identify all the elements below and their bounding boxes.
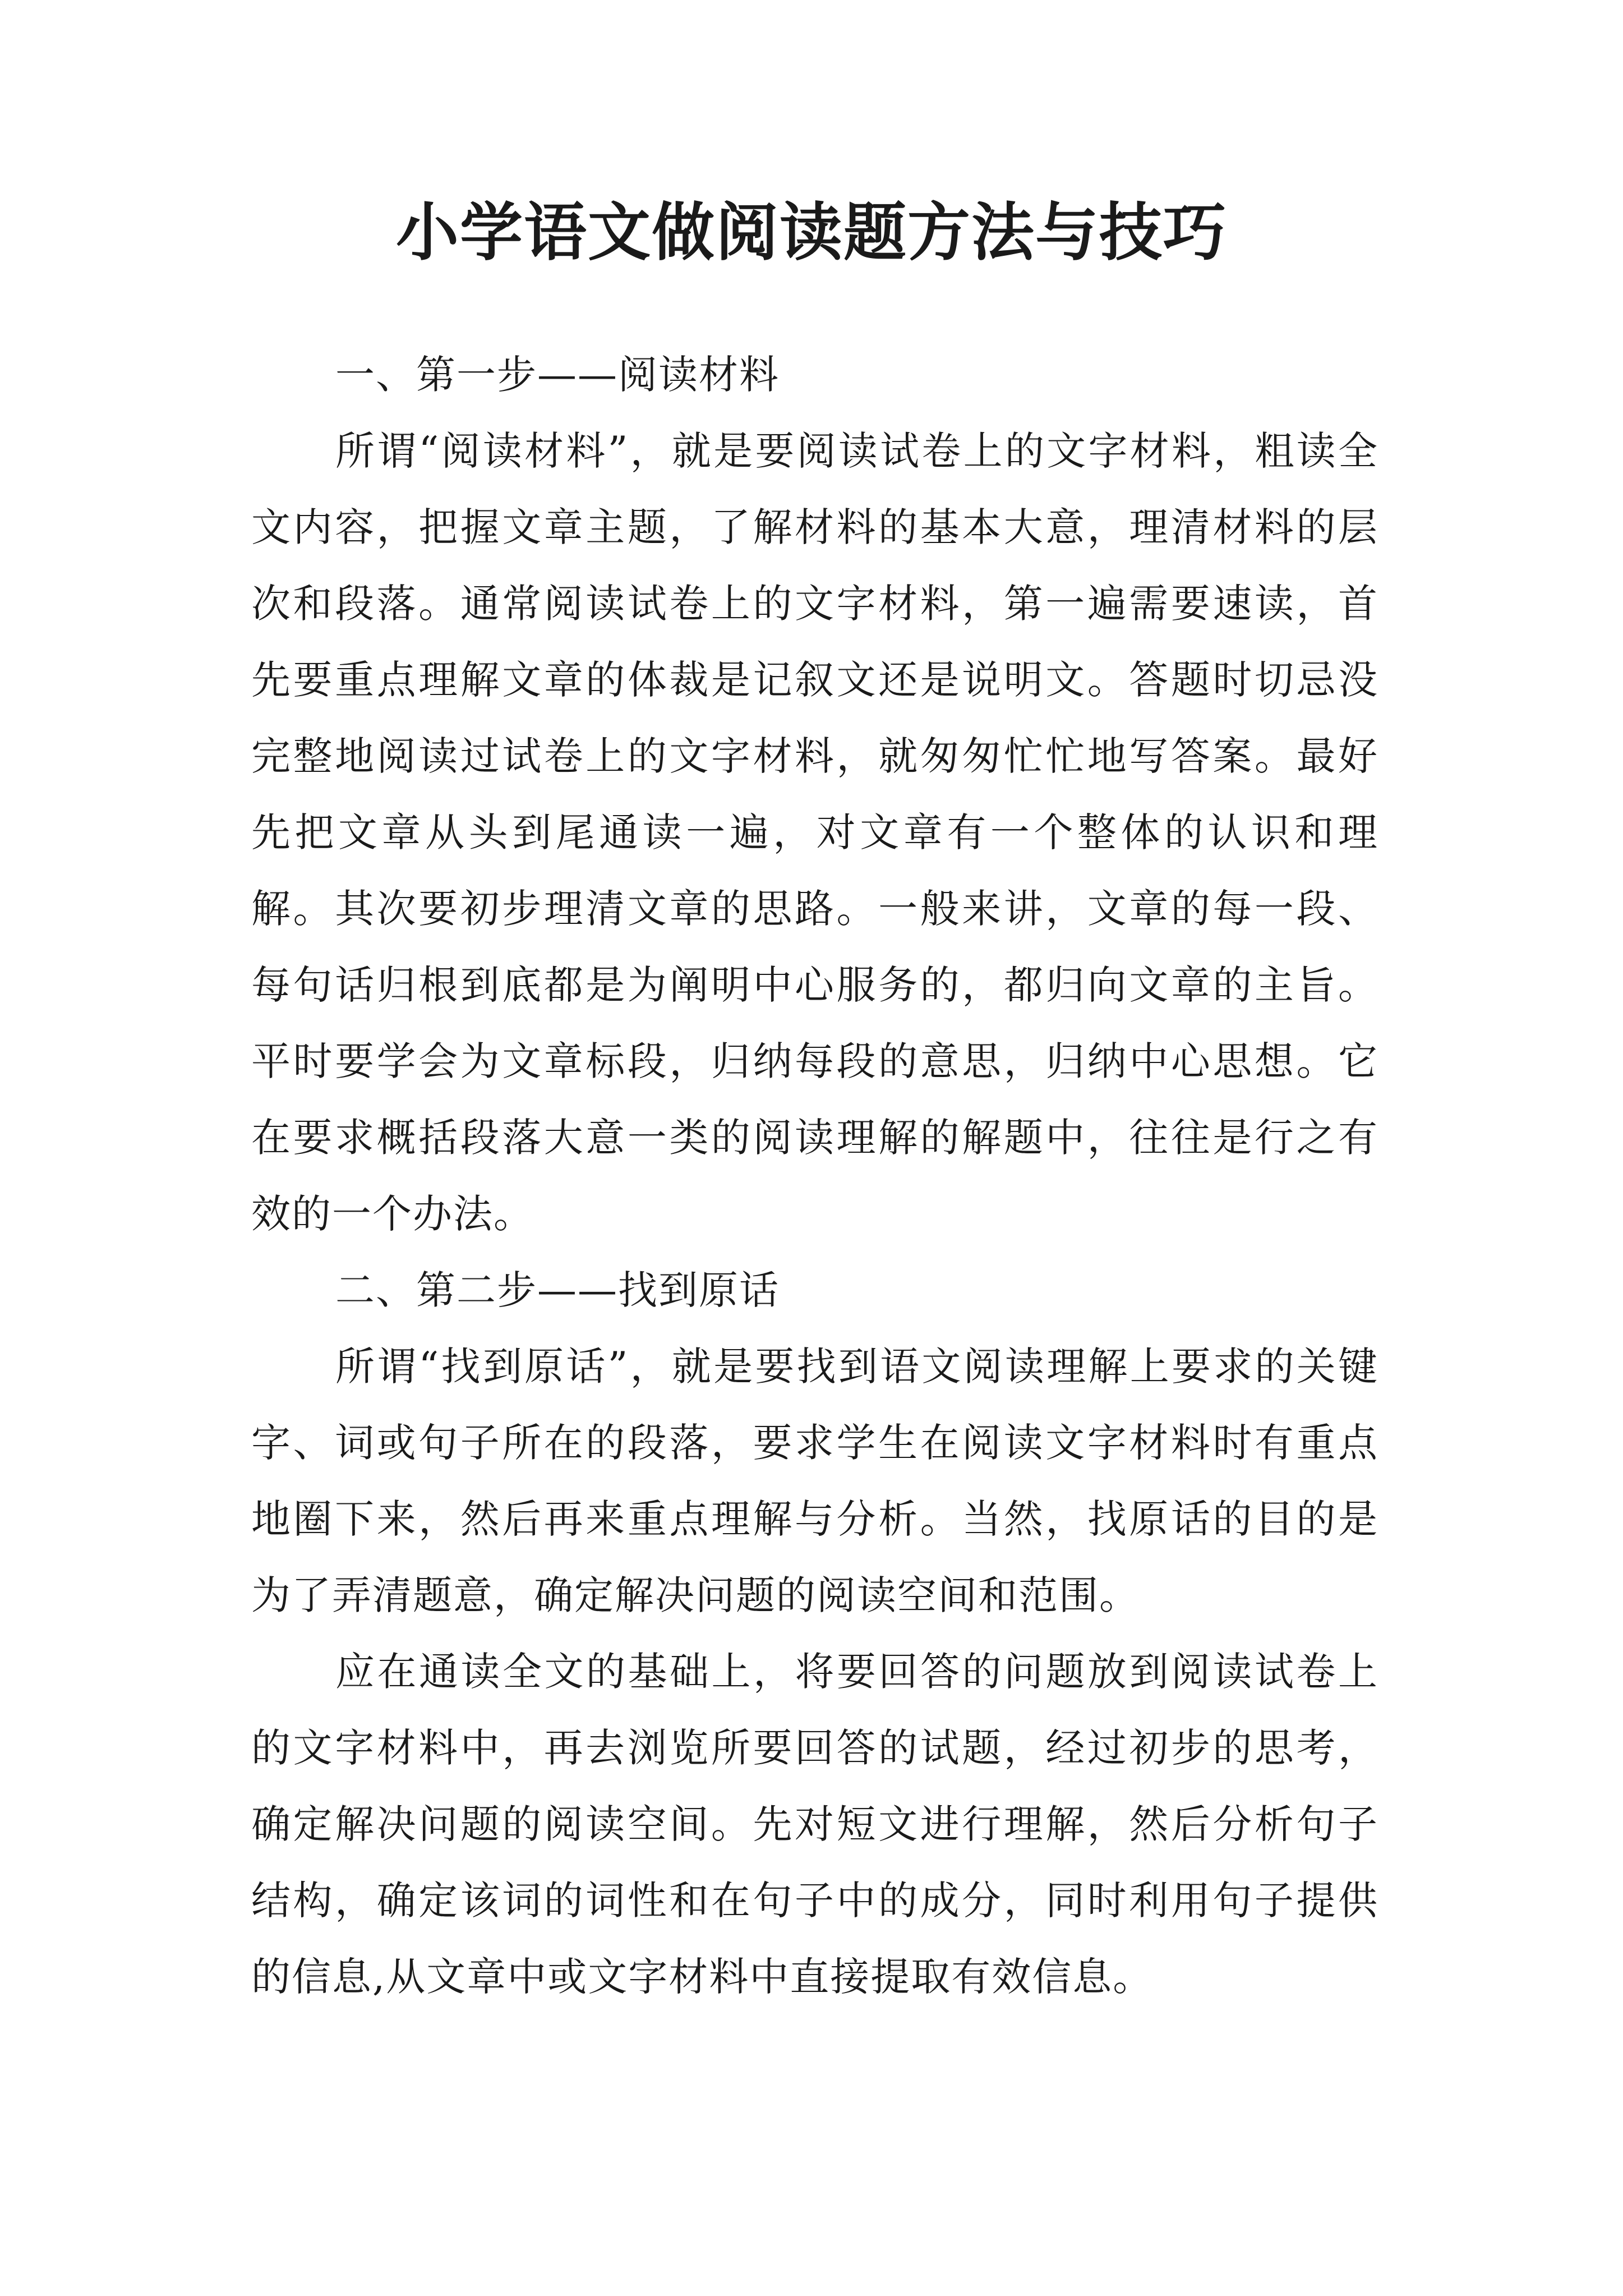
section-heading: 二、第二步——找到原话 — [335, 1267, 780, 1313]
section-heading: 一、第一步——阅读材料 — [335, 352, 780, 398]
paragraph: 应在通读全文的基础上，将要回答的问题放到阅读试卷上的文字材料中，再去浏览所要回答的试题，经过初步的思考，确定解决问题的阅读空间。先对短文进行理解，然后分析句子结构，确定该词的词性和在句子中的成分，同时利用句子提供的信息,从文章中或文字材料中直接提取有效信息。 — [251, 1649, 1378, 2000]
paragraph: 所谓“阅读材料”，就是要阅读试卷上的文字材料，粗读全文内容，把握文章主题，了解材料的基本大意，理清材料的层次和段落。通常阅读试卷上的文字材料，第一遍需要速读，首先要重点理解文章的体裁是记叙文还是说明文。答题时切忌没完整地阅读过试卷上的文字材料，就匆匆忙忙地写答案。最好先把文章从头到尾通读一遍，对文章有一个整体的认识和理解。其次要初步理清文章的思路。一般来讲，文章的每一段、每句话归根到底都是为阐明中心服务的，都归向文章的主旨。平时要学会为文章标段，归纳每段的意思，归纳中心思想。它在要求概括段落大意一类的阅读理解的解题中，往往是行之有效的一个办法。 — [251, 428, 1378, 1237]
document-body — [251, 337, 1378, 2015]
document-title: 小学语文做阅读题方法与技巧 — [396, 196, 1227, 269]
paragraph: 所谓“找到原话”，就是要找到语文阅读理解上要求的关键字、词或句子所在的段落，要求学生在阅读文字材料时有重点地圈下来，然后再来重点理解与分析。当然，找原话的目的是为了弄清题意，确定解决问题的阅读空间和范围。 — [251, 1343, 1378, 1618]
